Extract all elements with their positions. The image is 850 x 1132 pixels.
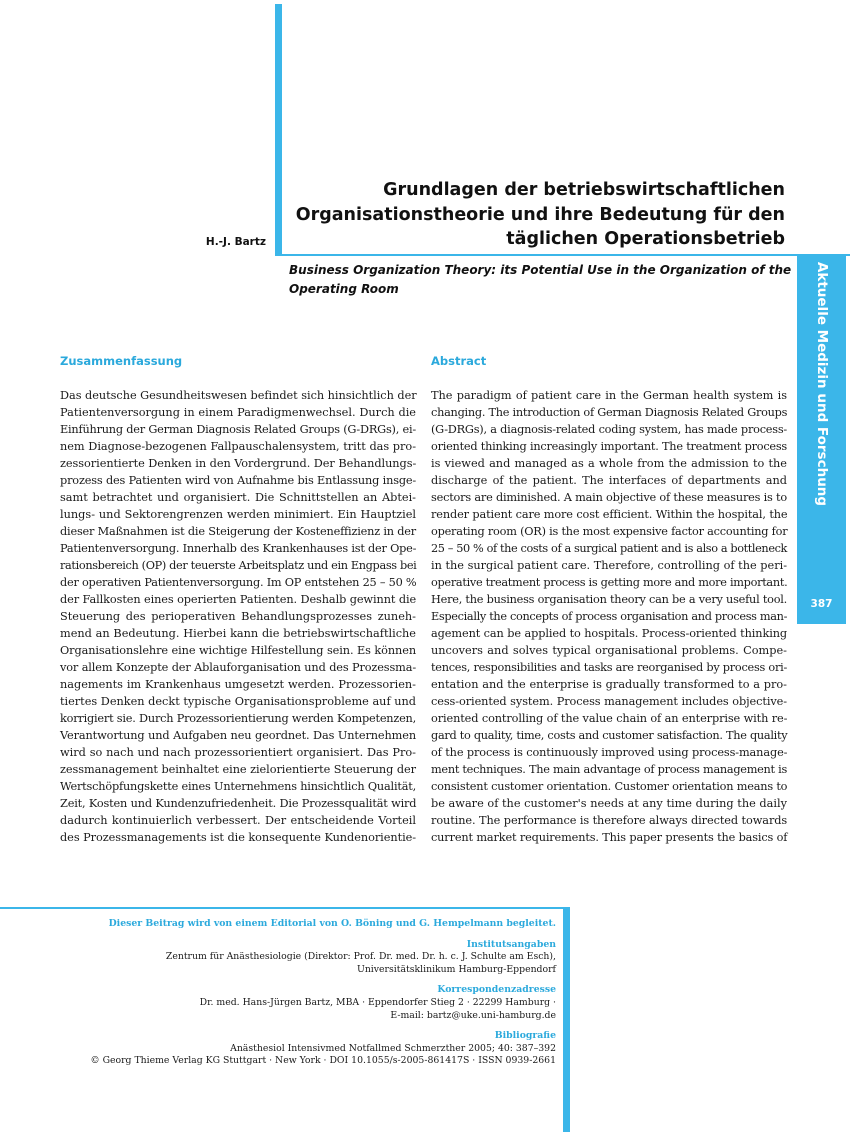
text-line: dieser Maßnahmen ist die Steigerung der Kosteneffizienz in der bbox=[60, 525, 417, 538]
text-line: nagements im Krankenhaus umgesetzt werden. Prozessorien- bbox=[60, 678, 416, 691]
text-line: tiertes Denken deckt typische Organisationsprobleme auf und bbox=[60, 695, 416, 708]
text-line: des Prozessmanagements ist die konsequente Kundenorientie- bbox=[60, 831, 417, 844]
text-line: changing. The introduction of German Diagnosis Related Groups bbox=[431, 406, 788, 419]
text-line: (G-DRGs), a diagnosis-related coding system, has made process- bbox=[431, 423, 787, 436]
section-label: Aktuelle Medizin und Forschung bbox=[814, 261, 830, 507]
text-line: be aware of the customer's needs at any time during the daily bbox=[431, 797, 787, 810]
text-line: Zeit, Kosten und Kundenzufriedenheit. Die Prozessqualität wird bbox=[60, 797, 417, 810]
title-line: Organisationstheorie und ihre Bedeutung für den bbox=[295, 204, 785, 225]
text-line: Einführung der German Diagnosis Related Groups (G-DRGs), ei- bbox=[60, 423, 416, 436]
text-line: oriented thinking increasingly important. The treatment process bbox=[431, 440, 787, 453]
abstract-heading: Abstract bbox=[431, 354, 487, 368]
text-line: nem Diagnose-bezogenen Fallpauschalensystem, tritt das pro- bbox=[60, 440, 416, 453]
article-title bbox=[285, 178, 785, 252]
text-line: in the surgical patient care. Therefore, controlling of the peri- bbox=[431, 559, 788, 572]
institution-line: Universitätsklinikum Hamburg-Eppendorf bbox=[356, 963, 556, 975]
bibliography-heading: Bibliografie bbox=[494, 1030, 556, 1042]
text-line: lungs- und Sektorengrenzen werden minimiert. Ein Hauptziel bbox=[60, 508, 416, 521]
text-line: korrigiert sie. Durch Prozessorientierung werden Kompetenzen, bbox=[60, 712, 416, 725]
header-accent-bar bbox=[275, 4, 282, 255]
text-line: consistent customer orientation. Customer orientation means to bbox=[431, 780, 788, 793]
text-line: der operativen Patientenversorgung. Im OP entstehen 25 – 50 % bbox=[60, 576, 417, 589]
bibliography-line: Anästhesiol Intensivmed Notfallmed Schmerzther 2005; 40: 387–392 bbox=[230, 1042, 556, 1054]
text-line: der Fallkosten eines operierten Patienten. Deshalb gewinnt die bbox=[60, 593, 417, 606]
text-line: Patientenversorgung in einem Paradigmenwechsel. Durch die bbox=[60, 406, 416, 419]
info-box-bar bbox=[563, 907, 570, 1132]
author-name: H.-J. Bartz bbox=[205, 236, 266, 248]
subtitle-line: Operating Room bbox=[289, 282, 399, 296]
institution-heading: Institutsangaben bbox=[466, 938, 556, 950]
text-line: current market requirements. This paper presents the basics of bbox=[431, 831, 788, 844]
text-line: Especially the concepts of process organisation and process man- bbox=[431, 610, 788, 623]
text-line: tences, responsibilities and tasks are reorganised by process ori- bbox=[431, 661, 787, 674]
text-line: wird so nach und nach prozessorientiert organisiert. Das Pro- bbox=[60, 746, 416, 759]
text-line: Wertschöpfungskette eines Unternehmens hinsichtlich Qualität, bbox=[60, 780, 416, 793]
title-line: täglichen Operationsbetrieb bbox=[506, 229, 785, 249]
page-number: 387 bbox=[810, 598, 833, 610]
text-line: vor allem Konzepte der Ablauforganisation und des Prozessma- bbox=[60, 661, 416, 674]
text-line: 25 – 50 % of the costs of a surgical patient and is also a bottleneck bbox=[431, 542, 787, 555]
correspondence-line: Dr. med. Hans-Jürgen Bartz, MBA · Eppendorfer Stieg 2 · 22299 Hamburg · bbox=[199, 996, 556, 1008]
editorial-note: Dieser Beitrag wird von einem Editorial von O. Böning und G. Hempelmann begleitet. bbox=[108, 918, 556, 929]
text-line: Steuerung des perioperativen Behandlungsprozesses zuneh- bbox=[60, 610, 416, 623]
text-line: operating room (OR) is the most expensive factor accounting for bbox=[431, 525, 788, 538]
correspondence-heading: Korrespondenzadresse bbox=[437, 984, 556, 996]
header-rule bbox=[275, 254, 850, 256]
text-line: Here, the business organisation theory can be a very useful tool. bbox=[431, 593, 788, 606]
text-line: gard to quality, time, costs and customer satisfaction. The quality bbox=[431, 729, 788, 742]
bibliography-line: © Georg Thieme Verlag KG Stuttgart · New York · DOI 10.1055/s-2005-861417S · ISSN 0939-2661 bbox=[90, 1055, 556, 1067]
abstract-text bbox=[431, 387, 787, 846]
text-line: render patient care more cost efficient. Within the hospital, the bbox=[431, 508, 788, 521]
text-line: discharge of the patient. The interfaces of departments and bbox=[431, 474, 787, 487]
text-line: is viewed and managed as a whole from the admission to the bbox=[431, 457, 787, 470]
text-line: entation and the enterprise is gradually transformed to a pro- bbox=[431, 678, 787, 691]
text-line: routine. The performance is therefore always directed towards bbox=[431, 814, 788, 827]
title-line: Grundlagen der betriebswirtschaftlichen bbox=[383, 180, 785, 200]
text-line: ment techniques. The main advantage of process management is bbox=[431, 763, 787, 776]
text-line: zessmanagement beinhaltet eine zielorientierte Steuerung der bbox=[60, 763, 416, 776]
institution-line: Zentrum für Anästhesiologie (Direktor: Prof. Dr. med. Dr. h. c. J. Schulte am Esch), bbox=[165, 951, 556, 963]
text-line: samt betrachtet und organisiert. Die Schnittstellen an Abtei- bbox=[60, 491, 416, 504]
english-title bbox=[289, 261, 792, 299]
zusammenfassung-heading: Zusammenfassung bbox=[60, 354, 183, 368]
article-notes bbox=[36, 918, 556, 1068]
subtitle-line: Business Organization Theory: its Potential Use in the Organization of the bbox=[289, 263, 792, 277]
text-line: mend an Bedeutung. Hierbei kann die betriebswirtschaftliche bbox=[60, 627, 416, 640]
text-line: dadurch kontinuierlich verbessert. Der entscheidende Vorteil bbox=[60, 814, 416, 827]
text-line: agement can be applied to hospitals. Process-oriented thinking bbox=[431, 627, 788, 640]
text-line: operative treatment process is getting more and more important. bbox=[431, 576, 788, 589]
text-line: zessorientierte Denken in den Vordergrund. Der Behandlungs- bbox=[60, 457, 417, 470]
text-line: prozess des Patienten wird von Aufnahme bis Entlassung insge- bbox=[60, 474, 417, 487]
text-line: Organisationslehre eine wichtige Hilfestellung sein. Es können bbox=[60, 644, 416, 657]
text-line: rationsbereich (OP) der teuerste Arbeitsplatz und ein Engpass bei bbox=[60, 559, 417, 572]
text-line: of the process is continuously improved using process-manage- bbox=[431, 746, 788, 759]
info-box-rule bbox=[0, 907, 570, 909]
text-line: Verantwortung und Aufgaben neu geordnet. Das Unternehmen bbox=[60, 729, 416, 742]
zusammenfassung-text bbox=[60, 387, 416, 846]
text-line: Das deutsche Gesundheitswesen befindet sich hinsichtlich der bbox=[60, 389, 417, 402]
text-line: oriented controlling of the value chain of an enterprise with re- bbox=[431, 712, 788, 725]
text-line: sectors are diminished. A main objective of these measures is to bbox=[431, 491, 787, 504]
correspondence-line: E-mail: bartz@uke.uni-hamburg.de bbox=[390, 1009, 556, 1021]
text-line: The paradigm of patient care in the German health system is bbox=[431, 389, 787, 402]
text-line: cess-oriented system. Process management includes objective- bbox=[431, 695, 787, 708]
text-line: Patientenversorgung. Innerhalb des Krankenhauses ist der Ope- bbox=[60, 542, 417, 555]
text-line: uncovers and solves typical organisational problems. Compe- bbox=[431, 644, 787, 657]
